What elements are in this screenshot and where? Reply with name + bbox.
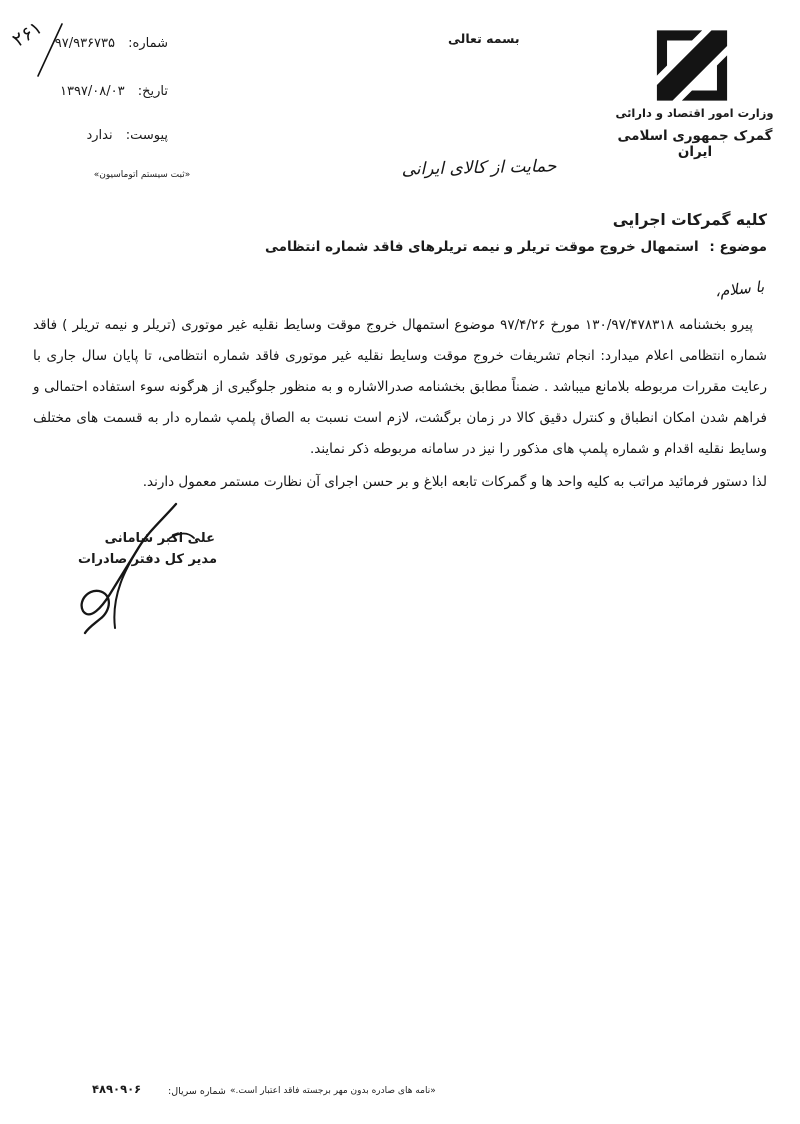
- letter-date-row: [60, 84, 168, 99]
- letter-number-row: [55, 36, 168, 51]
- body-paragraph: پیرو بخشنامه ۱۳۰/۹۷/۴۷۸۳۱۸ مورخ ۹۷/۴/۲۶ موضوع استمهال خروج موقت وسایط نقلیه غیر موتوری (تریلر و نیمه تریلر ) فاقد شماره انتظامی اعلام میدارد: انجام تشریفات خروج موقت وسایط نقلیه غیر موتوری فاقد شماره انتظامی، تا پایان سال جاری با رعایت مقررات مربوطه بلامانع میباشد . ضمناً مطابق بخشنامه صدرالاشاره و به منظور جلوگیری از هرگونه سوء استفاده احتمالی و فراهم شدن امکان انطباق و کنترل دقیق کالا در زمان برگشت، لازم است نسبت به الصاق پلمپ شماره دار به قسمت های مختلف وسایط نقلیه اقدام و شماره پلمپ های مذکور را نیز در سامانه مربوطه ذکر نمایند.: [33, 317, 767, 457]
- letter-number-value: ۹۷/۹۳۶۷۳۵: [54, 36, 116, 51]
- letter-attachment-row: [86, 128, 168, 143]
- letter-attachment-value: ندارد: [86, 128, 113, 143]
- letter-date-value: ۱۳۹۷/۰۸/۰۳: [59, 84, 125, 99]
- subject-text: استمهال خروج موقت تریلر و نیمه تریلرهای فاقد شماره انتظامی: [264, 239, 699, 255]
- ministry-name: وزارت امور اقتصاد و دارائی: [615, 106, 774, 120]
- automation-registration-note: «ثبت سیستم اتوماسیون»: [93, 170, 191, 180]
- recipient-line: کلیه گمرکات اجرایی: [612, 211, 767, 229]
- handwritten-ref-number: ۲۶۱: [8, 16, 47, 52]
- letter-body: [33, 310, 767, 498]
- signature-scribble-icon: [52, 498, 207, 636]
- letter-date-label: تاریخ:: [137, 84, 168, 99]
- subject-label: موضوع :: [709, 239, 767, 255]
- year-slogan: حمایت از کالای ایرانی: [401, 156, 557, 180]
- letter-attachment-label: پیوست:: [125, 128, 168, 143]
- subject-line: [265, 239, 767, 255]
- handwritten-salutation: با سلام،: [714, 277, 765, 301]
- besmellah-heading: بسمه تعالی: [448, 31, 520, 46]
- letter-number-label: شماره:: [128, 36, 168, 51]
- signatory-title: مدیر کل دفتر صادرات: [78, 552, 217, 567]
- validity-note: «نامه های صادره بدون مهر برجسته فاقد اعتبار است.»: [230, 1086, 436, 1096]
- closing-paragraph: لذا دستور فرمائید مراتب به کلیه واحد ها و گمرکات تابعه ابلاغ و بر حسن اجرای آن نظارت مستمر معمول دارند.: [142, 474, 767, 490]
- signatory-name: علی اکبر شامانی: [104, 531, 215, 546]
- serial-number-label: شماره سریال:: [168, 1086, 226, 1097]
- organization-name: گمرک جمهوری اسلامی ایران: [617, 128, 773, 160]
- iran-customs-emblem-icon: [653, 26, 731, 105]
- serial-number-value: ۴۸۹۰۹۰۶: [92, 1082, 142, 1096]
